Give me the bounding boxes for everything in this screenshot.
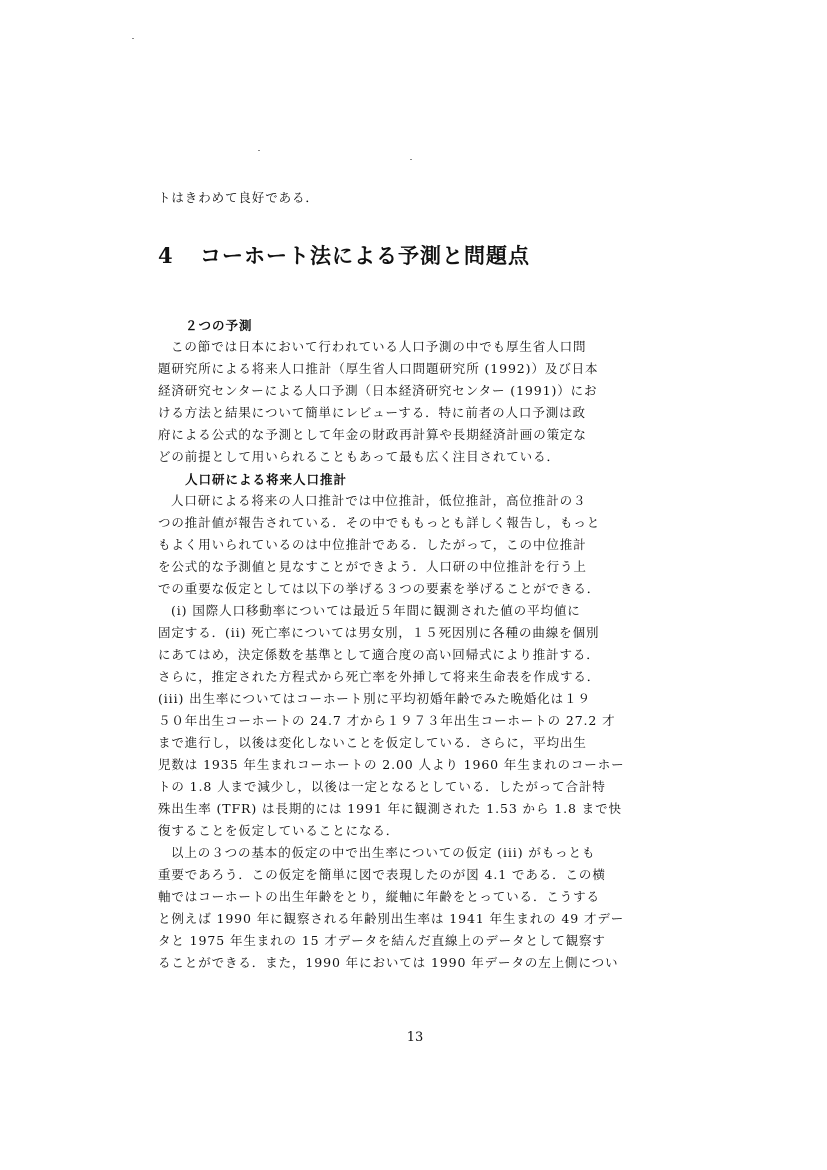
body-line: と例えば 1990 年に観察される年齢別出生率は 1941 年生まれの 49 才デー (158, 911, 625, 926)
scan-speck (132, 38, 134, 39)
body-line: 経済研究センターによる人口予測（日本経済研究センター (1991)）にお (158, 383, 598, 398)
section-title: コーホート法による予測と問題点 (200, 243, 530, 268)
body-line: 復することを仮定していることになる． (158, 823, 400, 838)
scan-speck (258, 150, 260, 151)
page-number: 13 (406, 1030, 424, 1045)
body-line: この節では日本において行われている人口予測の中でも厚生省人口問 (171, 339, 587, 354)
body-line: にあてはめ，決定係数を基準として適合度の高い回帰式により推計する． (158, 647, 600, 662)
body-line: ５０年出生コーホートの 24.7 才から１９７３年出生コーホートの 27.2 才 (158, 713, 616, 728)
body-line: 府による公式的な予測として年金の財政再計算や長期経済計画の策定な (158, 427, 587, 442)
body-line: どの前提として用いられることもあって最も広く注目されている． (158, 449, 560, 464)
body-line: を公式的な予測値と見なすことができよう．人口研の中位推計を行う上 (158, 559, 587, 574)
body-line: での重要な仮定としては以下の挙げる３つの要素を挙げることができる． (158, 581, 601, 596)
body-line: (i) 国際人口移動率については最近５年間に観測された値の平均値に (171, 603, 581, 618)
body-line: もよく用いられているのは中位推計である．したがって，この中位推計 (158, 537, 587, 552)
body-line: ることができる．また，1990 年においては 1990 年データの左上側につい (158, 955, 619, 970)
subheading-two-forecasts: ２つの予測 (185, 318, 253, 333)
body-line: 軸ではコーホートの出生年齢をとり，縦軸に年齢をとっている．こうする (158, 889, 600, 904)
section-number: 4 (158, 243, 174, 268)
body-line: 重要であろう．この仮定を簡単に図で表現したのが図 4.1 である．この横 (158, 867, 606, 882)
body-line: トはきわめて良好である． (158, 190, 319, 205)
body-line: 人口研による将来の人口推計では中位推計，低位推計，高位推計の３ (171, 493, 587, 508)
scan-speck (410, 159, 412, 160)
body-line: さらに，推定された方程式から死亡率を外挿して将来生命表を作成する． (158, 669, 601, 684)
body-line: 児数は 1935 年生まれコーホートの 2.00 人より 1960 年生まれのコーホー (158, 757, 625, 772)
body-line: ける方法と結果について簡単にレビューする．特に前者の人口予測は政 (158, 405, 586, 420)
body-line: まで進行し，以後は変化しないことを仮定している．さらに，平均出生 (158, 735, 587, 750)
body-line: タと 1975 年生まれの 15 才データを結んだ直線上のデータとして観察す (158, 933, 606, 948)
section-heading (158, 240, 530, 270)
body-line: 固定する．(ii) 死亡率については男女別，１５死因別に各種の曲線を個別 (158, 625, 600, 640)
subheading-ipss-projection: 人口研による将来人口推計 (185, 472, 348, 487)
body-line: 以上の３つの基本的仮定の中で出生率についての仮定 (iii) がもっとも (171, 845, 596, 860)
body-line: つの推計値が報告されている．その中でももっとも詳しく報告し，もっと (158, 515, 601, 530)
body-line: 題研究所による将来人口推計（厚生省人口問題研究所 (1992)）及び日本 (158, 361, 599, 376)
body-line: 殊出生率 (TFR) は長期的には 1991 年に観測された 1.53 から 1.8 まで快 (158, 801, 622, 816)
body-line: トの 1.8 人まで減少し，以後は一定となるとしている．したがって合計特 (158, 779, 606, 794)
body-line: (iii) 出生率についてはコーホート別に平均初婚年齢でみた晩婚化は１９ (158, 691, 591, 706)
